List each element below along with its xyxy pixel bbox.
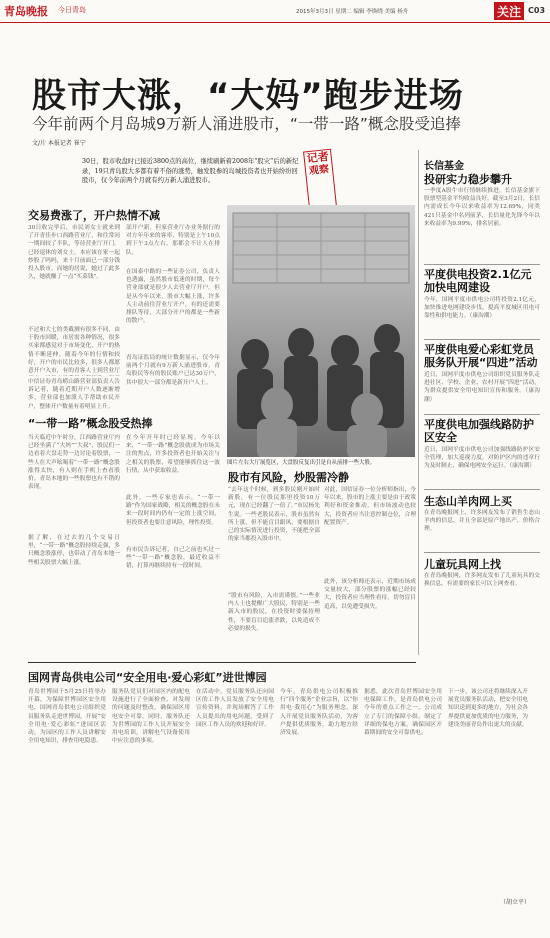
article-col2-p3: 青岛证监局的统计数据显示，仅今年前两个月就有9万新人涌进股市，青岛股民等有的股民账户已达30万户，其中很大一部分都是新开户人士。 [126,355,220,386]
bottom-col-4: 今年，青岛供电公司积极推行“四个服务”企业宗旨，以“你用电·我用心”为服务理念，深入开展党员服务队活动，为客户提供优质服务，助力地方经济发展。 [280,689,358,737]
bottom-col-3: 在活动中，党员服务队还向园区的工作人员发放了安全用电宣传资料，并现场解答了工作人员提出的用电问题，受到了园区工作人员的欢迎和好评。 [196,689,274,728]
article-col3-p2: “股市有风险，入市需谨慎。”一些业内人士也提醒广大股民，特别是一些新入市的股民，在投资时要保持理性，不要盲目追涨杀跌，以免造成不必要的损失。 [228,593,320,632]
bottom-col-5: 据悉，此次青岛世博园安全用电保障工作，是青岛供电公司今年的重点工作之一，公司成立了专门的保障小组，制定了详细的保电方案，确保园区开幕期间的安全可靠供电。 [364,689,442,737]
byline: 文/片 本报记者 崔宁 [32,140,86,147]
article-col2-p4: 在今年开年时已经显现。今年以来，“一带一路”概念股就成为市场关注的焦点，许多投资者也开始关注与之相关的股票，希望能够抓住这一波行情，从中获取收益。 [126,435,220,474]
article-col1-p1: 30日收完毕后，市民刘女士就来到了开青佳步口西路营业厅，和往常同一期间较了半队，等待营业厅开门。已经退休的刘女士，本应该在家一起炒股了吗吗，来十月前面已一部分钱投入股市，而她的居说，她过了此多久，她就赚了一点“买菜钱”。 [28,225,120,281]
bottom-col-1: 青岛世博园于5月25日将举办开幕，为保障世博园区安全用电，国网青岛供电公司组织党员服务队走进世博园，开展“安全用电·爱心彩虹”进园区活动，为园区的工作人员讲解安全用电知识，排查用电隐患。 [28,689,106,745]
sidebar-text-toys: 在青岛晚报网，许多网友发布了儿童玩具的交换信息，有需要的家长可以上网查看。 [424,573,540,588]
stamp-text-top: 记者 [306,150,330,166]
sidebar-head-line-protection: 平度供电加强线路防护区安全 [424,418,534,444]
photo-caption: 图片左右大厅展览区，大盘股反复出引是自从前排一些大股。 [227,460,376,466]
bottom-col-6: 下一步，该公司还将继续深入开展党员服务队活动，把安全用电知识送到更多的地方，为社会各界提供更加优质的电力服务，为建设美丽青岛作出更大的贡献。 [448,689,528,728]
sidebar-head-volunteers: 平度供电爱心彩虹党员服务队开展“四进”活动 [424,343,538,369]
lead-paragraph: 30日，股市收盘时已接近3800点的高位，继续刷新着2008年“股灾”后的新纪录，19只青岛股大多都有着不俗的涨势，触发股参的岛城投资者也开始纷纷回股市，仅今年前两个月就有约万新人涌进股市。 [82,158,299,184]
article-col1-p5: 据了解，在过去的几个交易日里，“一带一路”概念股持续走强，多只概念股涨停，也带动了青岛本地一些相关股票大幅上涨。 [28,535,120,566]
article-col4-p1: 对此，国信证券一位分析师指出，今年以来，股市的上涨主要是由于政策利好和资金推动，但市场波动也较大，投资者应当注意控制仓位，合理配置资产。 [324,487,416,526]
article-col2-p5: 此外，一些专家也表示，“一带一路”作为国家战略，相关的概念股在未来一段时间内仍有一定的上涨空间，但投资者也要注意风险，理性投资。 [126,495,220,526]
sidebar-rule-2 [424,339,540,340]
article-col3-p1: “去年这个时候，到多股民刚开始时新股，有一位股民那里投资10万元，现在已经翻了一倍了。”市民杨先生说。一些老股民表示，股市虽然有所上涨，但不能盲目跟风，要根据自己的实际情况进行投资，不能把全部的家当都投入股市中。 [228,487,320,543]
sidebar-text-grid-investment: 今年，国网平度市供电公司将投资2.1亿元，加快推进电网建设步伐，提高平度城区用电可靠性和供电能力。（康沟潮） [424,297,540,320]
article-col2-p2: 在国泰中路的一些证券公司，负责人也透露，虽然股市低迷的时期，每个营业部就是很少人去营业厅开户。但是从今年以来，股市大幅上涨，许多人主动前往营业厅开户，有的还需要排队等待，大部分开户的都是一些新的散户。 [126,269,220,325]
bottom-author-note: （胡立平） [500,899,531,906]
main-headline: 股市大涨，“大妈”跑步进场 [32,76,464,116]
sidebar-fund-title: 长信基金 [424,161,464,172]
focus-tag-label: 关注 [496,5,521,19]
trading-hall-photo [227,205,415,457]
stamp-text-bottom: 观察 [308,164,330,178]
sidebar-rule-5 [424,552,540,553]
article-col2-p1: 部开户新，但家营业厅办业务据行的对方年年来的客率，特别是上午10点到下午3点左右，那都会不计人在排队。 [126,225,220,256]
sidebar-head-grid-investment: 平度供电投资2.1亿元加快电网建设 [424,268,532,294]
sidebar-text-line-protection: 近日，国网平度市供电公司加强线路防护区安全管理，加大巡视力度，对防护区内的违章行为及时制止，确保电网安全运行。（康沟潮） [424,447,540,470]
page-number: C03 [528,6,546,15]
section-label: 今日青岛 [58,6,86,14]
sidebar-rule-1 [424,264,540,265]
subhead-risk: 股市有风险，炒股需冷静 [228,471,349,484]
date-editor-line: 2015年3月3日 星期二 编辑 李焕晓 美编 杨舟 [296,9,409,15]
article-col1-p3: 中信证券青岛崂山路营业部负责人告诉记者，随着近期开户人数逐渐增多，营业部也加派人手帮助市民开户，整体开户数量有着明显上升。 [28,379,120,410]
sidebar-rule-3 [424,414,540,415]
article-col2-p6: 有市民告诉记者，自己之前也买过一些“一带一路”概念股，最近收益不错，打算再继续持有一段时间。 [126,547,220,570]
sidebar-fund-text: 一季度A股牛市行情继续推进，长信基金旗下股票型基金平均收益良好。截至3月2日，长信内需成长今年以来收益率为12.69%，同类421只基金中名列前茅，长信量化先锋今年以来收益率为9.99%，排名居前。 [424,188,540,227]
article-col1-p2: 不过和大七的类截测有很多不同，由于股市回暖，市居需各种情况，很多买家都感觉对于市场变化，开户的热情不断延伸。随着今年的行情和较好，开户的市民比较多，很多人都愿意开户入市，有的青客人士到营业厅 [28,327,120,375]
bottom-col-2: 服务队党员们对园区内的配电设施进行了全面检查，对发现的问题及时整改，确保园区用电安全可靠。同时，服务队还为世博园的工作人员开展安全用电培训，讲解电气设备使用中应注意的事项。 [112,689,190,745]
subhead-belt-road: “一带一路”概念股受热捧 [28,417,153,430]
bottom-article-headline: 国网青岛供电公司“安全用电·爱心彩虹”进世博园 [28,671,267,684]
sidebar-head-toys: 儿童玩具网上找 [424,558,501,571]
newspaper-logo: 青岛晚报 [4,5,48,18]
sidebar-fund-subtitle: 投研实力稳步攀升 [424,173,512,186]
article-col1-p4: 当天临近中午时分，江西路营业厅内已经坐满了“大妈”“大叔”，股民们一边看着大盘走势一边讨论着股票，一些人在大声吆喝着“一带一路”概念股涨得太快，有人则在手机上查看股价。青岛本地的一些股票也有不错的表现。 [28,435,120,491]
sidebar-text-volunteers: 近日，国网平度市供电公司组织党员服务队走进社区、学校、企业、农村开展“四进”活动，为群众提供安全用电知识宣传和服务。（康沟潮） [424,372,540,403]
sidebar-divider [418,150,419,655]
sub-headline: 今年前两个月岛城9万新人涌进股市，“一带一路”概念股受追捧 [32,115,461,133]
subhead-fees: 交易费涨了，开户热情不减 [28,209,160,222]
article-col4-p2: 此外，该分析师还表示，近期市场成交量较大，部分股票的涨幅已经较大，投资者应当理性看待，切勿盲目追高，以免遭受损失。 [324,579,416,610]
sidebar-rule-4 [424,489,540,490]
sidebar-head-mutton: 生态山羊肉网上买 [424,495,512,508]
photo-illustration [227,205,415,457]
bottom-section-rule [28,662,416,663]
reporter-observation-stamp [303,149,337,210]
sidebar-text-mutton: 在青岛晚报网上，许多网友发布了销售生态山羊肉的信息，并且全部是原产地出产，价格合理。 [424,510,540,533]
